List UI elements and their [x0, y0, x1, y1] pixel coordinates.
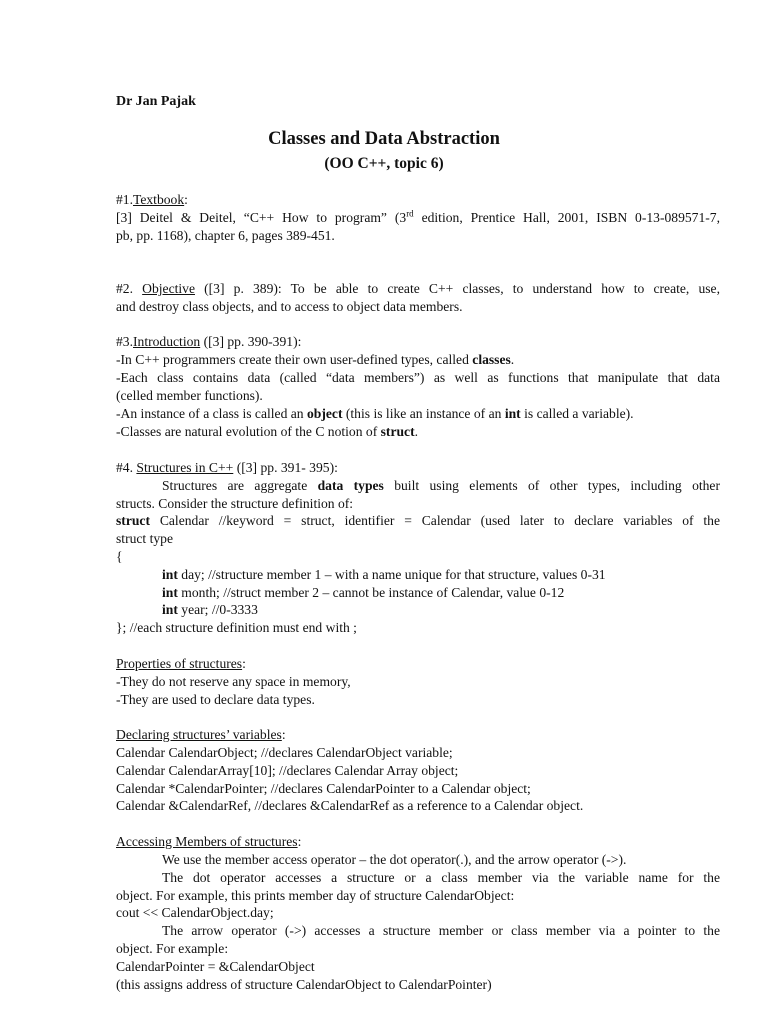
section-1-heading: #1.Textbook:	[116, 192, 188, 207]
struct-member-day: int day; //structure member 1 – with a name unique for that structure, values 0-31	[162, 567, 606, 582]
accessing-heading: Accessing Members of structures:	[116, 834, 302, 849]
accessing-line-8: (this assigns address of structure CalendarObject to CalendarPointer)	[116, 977, 492, 992]
textbook-line-2: pb, pp. 1168), chapter 6, pages 389-451.	[116, 228, 335, 243]
struct-definition-line-2: struct type	[116, 531, 174, 546]
accessing-line-4: cout << CalendarObject.day;	[116, 905, 274, 920]
page-subtitle: (OO C++, topic 6)	[324, 155, 444, 172]
section-3-heading: #3.Introduction ([3] pp. 390-391):	[116, 334, 302, 349]
properties-line-1: -They do not reserve any space in memory,	[116, 674, 351, 689]
section-4-heading: #4. Structures in C++ ([3] pp. 391- 395):	[116, 460, 338, 475]
section-2-line-1: #2. Objective ([3] p. 389): To be able to create C++ classes, to understand how to create, use,	[116, 281, 720, 296]
intro-bullet-2-line-1: -Each class contains data (called “data members”) as well as functions that manipulate that data	[116, 370, 720, 385]
accessing-line-7: CalendarPointer = &CalendarObject	[116, 959, 315, 974]
struct-member-month: int month; //struct member 2 – cannot be instance of Calendar, value 0-12	[162, 585, 565, 600]
intro-bullet-2-line-2: (celled member functions).	[116, 388, 263, 403]
intro-bullet-3: -An instance of a class is called an object (this is like an instance of an int is called a variable).	[116, 406, 634, 421]
accessing-line-3: object. For example, this prints member day of structure CalendarObject:	[116, 888, 515, 903]
declaring-line-1: Calendar CalendarObject; //declares CalendarObject variable;	[116, 745, 453, 760]
struct-definition-line-1: struct Calendar //keyword = struct, identifier = Calendar (used later to declare variables of the	[116, 513, 720, 528]
structures-para-line-1: Structures are aggregate data types built using elements of other types, including other	[162, 478, 720, 493]
struct-brace-open: {	[116, 549, 123, 564]
page-title: Classes and Data Abstraction	[268, 129, 500, 149]
structures-para-line-2: structs. Consider the structure definition of:	[116, 496, 354, 511]
author-name: Dr Jan Pajak	[116, 94, 196, 109]
accessing-line-2: The dot operator accesses a structure or a class member via the variable name for the	[162, 870, 720, 885]
accessing-line-1: We use the member access operator – the dot operator(.), and the arrow operator (->).	[162, 852, 627, 867]
accessing-line-6: object. For example:	[116, 941, 229, 956]
declaring-line-2: Calendar CalendarArray[10]; //declares Calendar Array object;	[116, 763, 459, 778]
struct-brace-close: }; //each structure definition must end with ;	[116, 620, 357, 635]
properties-heading: Properties of structures:	[116, 656, 246, 671]
declaring-line-3: Calendar *CalendarPointer; //declares CalendarPointer to a Calendar object;	[116, 781, 531, 796]
textbook-line-1: [3] Deitel & Deitel, “C++ How to program” (3rd edition, Prentice Hall, 2001, ISBN 0-13-089571-7,	[116, 208, 720, 225]
section-2-line-2: and destroy class objects, and to access to object data members.	[116, 299, 463, 314]
declaring-line-4: Calendar &CalendarRef, //declares &CalendarRef as a reference to a Calendar object.	[116, 798, 584, 813]
intro-bullet-1: -In C++ programmers create their own user-defined types, called classes.	[116, 352, 515, 367]
struct-member-year: int year; //0-3333	[162, 602, 258, 617]
declaring-heading: Declaring structures’ variables:	[116, 727, 286, 742]
properties-line-2: -They are used to declare data types.	[116, 692, 315, 707]
intro-bullet-4: -Classes are natural evolution of the C notion of struct.	[116, 424, 419, 439]
accessing-line-5: The arrow operator (->) accesses a structure member or class member via a pointer to the	[162, 923, 720, 938]
